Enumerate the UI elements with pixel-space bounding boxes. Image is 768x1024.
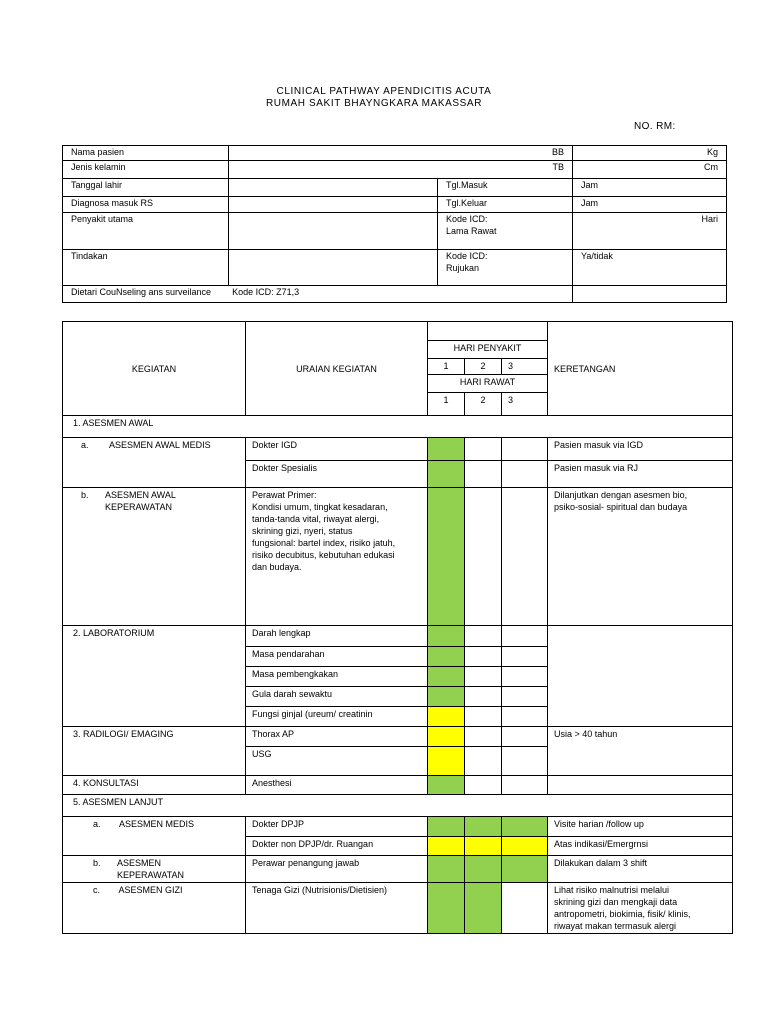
day-cell[interactable] xyxy=(428,883,465,934)
uraian-lab: Gula darah sewaktu xyxy=(246,687,428,707)
day-cell[interactable] xyxy=(465,883,502,934)
day-cell[interactable] xyxy=(465,837,502,856)
header-hari-rawat: HARI RAWAT xyxy=(428,375,548,393)
label-hari: Hari xyxy=(573,213,727,250)
label-jenis-kelamin: Jenis kelamin xyxy=(63,161,229,179)
day-cell[interactable] xyxy=(428,647,465,667)
uraian-perawat-pj: Perawar penangung jawab xyxy=(246,856,428,883)
uraian-dokter-igd: Dokter IGD xyxy=(246,438,428,461)
uraian-lab: Masa pendarahan xyxy=(246,647,428,667)
section-asesmen-awal: 1. ASESMEN AWAL xyxy=(63,416,733,438)
day-header: 3 xyxy=(502,359,548,375)
label-tgl-masuk: Tgl.Masuk xyxy=(438,179,573,197)
label-nama: Nama pasien xyxy=(63,146,229,161)
day-cell[interactable] xyxy=(502,488,548,626)
ket-perawat: Dilanjutkan dengan asesmen bio, psiko-sosial- spiritual dan budaya xyxy=(548,488,733,626)
header-kegiatan: KEGIATAN xyxy=(63,322,246,416)
uraian-lab: Masa pembengkakan xyxy=(246,667,428,687)
day-cell[interactable] xyxy=(502,817,548,837)
day-cell[interactable] xyxy=(428,747,465,776)
ket-radiologi: Usia > 40 tahun xyxy=(548,727,733,776)
label-jam-masuk: Jam xyxy=(573,179,727,197)
ket-gizi: Lihat risiko malnutrisi melalui skrining gizi dan mengkaji data antropometri, biokimia, fisik/ klinis, riwayat makan termasuk alergi xyxy=(548,883,733,934)
day-cell[interactable] xyxy=(502,727,548,747)
label-diagnosa: Diagnosa masuk RS xyxy=(63,197,229,213)
day-cell[interactable] xyxy=(502,461,548,488)
kode-icd-lama-rawat xyxy=(438,213,573,250)
uraian-usg: USG xyxy=(246,747,428,776)
kode-icd-rujukan xyxy=(438,250,573,286)
day-cell[interactable] xyxy=(502,776,548,795)
item-letter: a. xyxy=(93,819,101,829)
header-hari-penyakit: HARI PENYAKIT xyxy=(428,341,548,359)
uraian-anesthesi: Anesthesi xyxy=(246,776,428,795)
day-cell[interactable] xyxy=(465,856,502,883)
ket-igd: Pasien masuk via IGD xyxy=(548,438,733,461)
activity-asesmen-awal-medis xyxy=(63,438,246,488)
activity-asesmen-medis xyxy=(63,817,246,856)
day-cell[interactable] xyxy=(428,667,465,687)
item-letter: b. xyxy=(93,858,101,868)
label-kode-dietari: Kode ICD: Z71,3 xyxy=(232,287,300,297)
label-cm: Cm xyxy=(573,161,727,179)
uraian-lab: Fungsi ginjal (ureum/ creatinin xyxy=(246,707,428,727)
label-penyakit-utama: Penyakit utama xyxy=(63,213,229,250)
day-header: 2 xyxy=(465,359,502,375)
label-bb: BB xyxy=(229,146,573,161)
label-jam-keluar: Jam xyxy=(573,197,727,213)
value-tindakan[interactable] xyxy=(229,250,438,286)
label-kg: Kg xyxy=(573,146,727,161)
label-tgl-keluar: Tgl.Keluar xyxy=(438,197,573,213)
no-rm-label: NO. RM: xyxy=(634,121,676,132)
uraian-dokter-spesialis: Dokter Spesialis xyxy=(246,461,428,488)
patient-info-table xyxy=(62,145,727,303)
day-cell[interactable] xyxy=(502,883,548,934)
uraian-lab: Darah lengkap xyxy=(246,626,428,647)
section-asesmen-lanjut: 5. ASESMEN LANJUT xyxy=(63,795,733,817)
pathway-table xyxy=(62,321,733,934)
item-letter: a. xyxy=(81,440,89,450)
day-header: 2 xyxy=(465,393,502,416)
label-kode-icd-2: Kode ICD: xyxy=(446,251,488,261)
day-cell[interactable] xyxy=(428,727,465,747)
label-ya-tidak: Ya/tidak xyxy=(573,250,727,286)
day-cell[interactable] xyxy=(465,488,502,626)
day-cell[interactable] xyxy=(502,626,548,647)
item-label: ASESMEN GIZI xyxy=(118,885,183,895)
item-letter: c. xyxy=(93,885,101,895)
uraian-non-dpjp: Dokter non DPJP/dr. Ruangan xyxy=(246,837,428,856)
day-cell[interactable] xyxy=(428,776,465,795)
uraian-thorax: Thorax AP xyxy=(246,727,428,747)
day-cell[interactable] xyxy=(428,817,465,837)
ket-dpjp: Visite harian /follow up xyxy=(548,817,733,837)
label-rujukan: Rujukan xyxy=(446,263,480,273)
uraian-dpjp: Dokter DPJP xyxy=(246,817,428,837)
activity-asesmen-gizi xyxy=(63,883,246,934)
label-dietari: Dietari CouNseling ans surveilance xyxy=(71,287,212,297)
day-cell[interactable] xyxy=(428,461,465,488)
day-cell[interactable] xyxy=(428,438,465,461)
day-cell[interactable] xyxy=(465,776,502,795)
day-cell[interactable] xyxy=(502,707,548,727)
item-label: ASESMEN MEDIS xyxy=(119,819,195,829)
ket-perawat-pj: Dilakukan dalam 3 shift xyxy=(548,856,733,883)
header-uraian: URAIAN KEGIATAN xyxy=(246,322,428,416)
day-cell[interactable] xyxy=(428,488,465,626)
day-cell[interactable] xyxy=(465,707,502,727)
ket-rj: Pasien masuk via RJ xyxy=(548,461,733,488)
day-cell[interactable] xyxy=(428,687,465,707)
day-cell[interactable] xyxy=(502,647,548,667)
label-kode-icd: Kode ICD: xyxy=(446,214,488,224)
day-cell[interactable] xyxy=(502,747,548,776)
day-cell[interactable] xyxy=(465,667,502,687)
label-tb: TB xyxy=(229,161,573,179)
day-cell[interactable] xyxy=(465,747,502,776)
item-letter: b. xyxy=(81,490,89,500)
ket-non-dpjp: Atas indikasi/Emergrnsi xyxy=(548,837,733,856)
section-konsultasi: 4. KONSULTASI xyxy=(63,776,246,795)
day-header: 3 xyxy=(502,393,548,416)
item-label: ASESMEN KEPERAWATAN xyxy=(117,858,185,880)
header-keterangan: KERETANGAN xyxy=(548,322,733,416)
day-cell[interactable] xyxy=(502,687,548,707)
day-header: 1 xyxy=(428,359,465,375)
day-cell[interactable] xyxy=(465,438,502,461)
document-title xyxy=(0,86,768,110)
day-cell[interactable] xyxy=(465,817,502,837)
day-cell[interactable] xyxy=(465,647,502,667)
day-cell[interactable] xyxy=(428,837,465,856)
day-cell[interactable] xyxy=(428,856,465,883)
day-cell[interactable] xyxy=(502,856,548,883)
uraian-perawat-primer: Perawat Primer: Kondisi umum, tingkat kesadaran, tanda-tanda vital, riwayat alergi, skrining gizi, nyeri, status fungsional: bartel index, risiko jatuh, risiko decubitus, kebutuhan edukasi dan budaya. xyxy=(246,488,428,626)
uraian-tenaga-gizi: Tenaga Gizi (Nutrisionis/Dietisien) xyxy=(246,883,428,934)
section-laboratorium: 2. LABORATORIUM xyxy=(63,626,246,727)
title-line: CLINICAL PATHWAY APENDICITIS ACUTA xyxy=(276,86,492,97)
day-header: 1 xyxy=(428,393,465,416)
day-cell[interactable] xyxy=(465,626,502,647)
item-label: ASESMEN AWAL KEPERAWATAN xyxy=(105,490,176,512)
day-cell[interactable] xyxy=(428,626,465,647)
activity-asesmen-awal-keperawatan xyxy=(63,488,246,626)
day-cell[interactable] xyxy=(502,667,548,687)
day-cell[interactable] xyxy=(502,837,548,856)
value-tanggal-lahir[interactable] xyxy=(229,179,438,197)
value-penyakit-utama[interactable] xyxy=(229,213,438,250)
day-cell[interactable] xyxy=(465,461,502,488)
dietari-row xyxy=(63,286,573,303)
day-cell[interactable] xyxy=(502,438,548,461)
label-lama-rawat: Lama Rawat xyxy=(446,226,497,236)
header-blank xyxy=(428,322,548,341)
day-cell[interactable] xyxy=(428,707,465,727)
value-dietari[interactable] xyxy=(573,286,727,303)
value-diagnosa[interactable] xyxy=(229,197,438,213)
hospital-name: RUMAH SAKIT BHAYNGKARA MAKASSAR xyxy=(265,98,483,109)
label-tindakan: Tindakan xyxy=(63,250,229,286)
ket-konsultasi xyxy=(548,776,733,795)
activity-asesmen-keperawatan xyxy=(63,856,246,883)
day-cell[interactable] xyxy=(465,687,502,707)
section-radiologi: 3. RADILOGI/ EMAGING xyxy=(63,727,246,776)
ket-lab xyxy=(548,626,733,727)
label-tanggal-lahir: Tanggal lahir xyxy=(63,179,229,197)
item-label: ASESMEN AWAL MEDIS xyxy=(109,440,211,450)
day-cell[interactable] xyxy=(465,727,502,747)
